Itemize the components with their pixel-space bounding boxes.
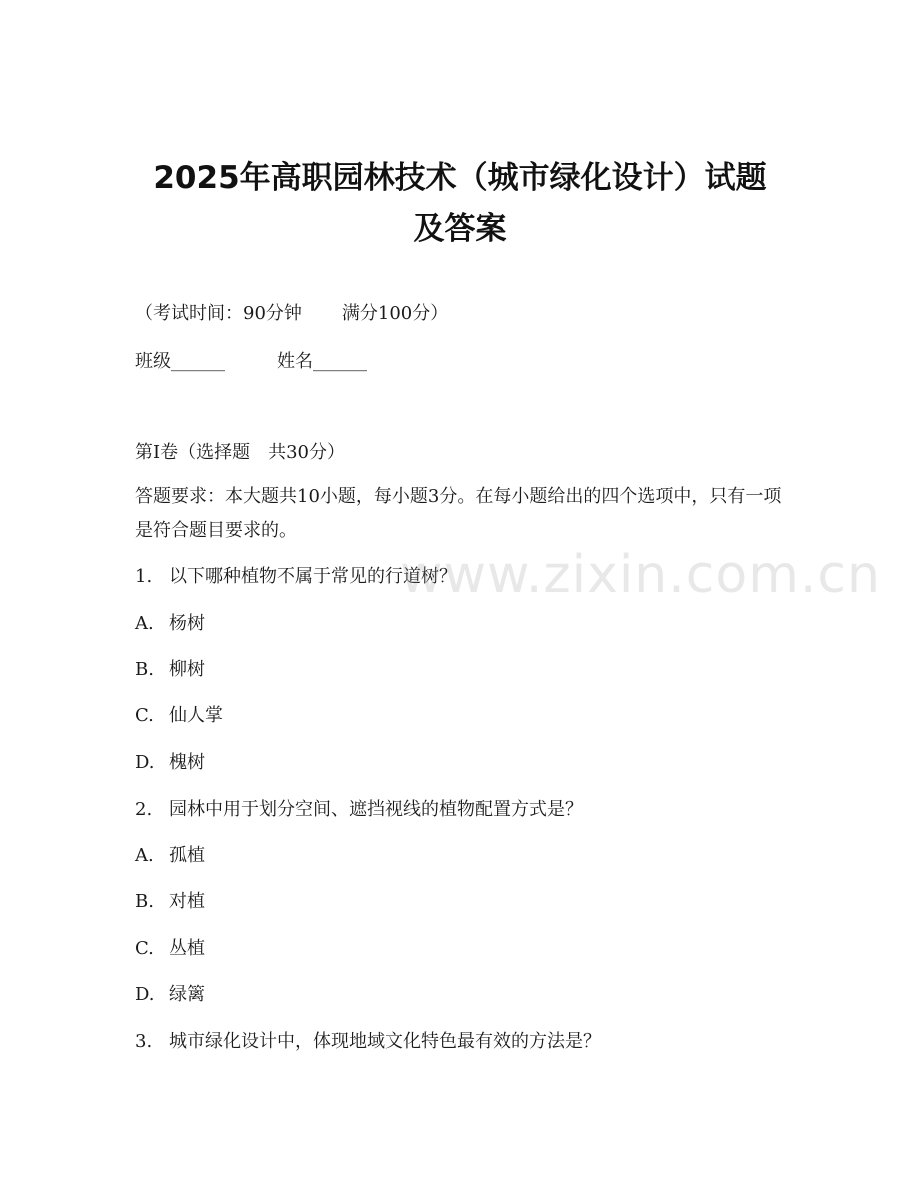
question-1-option-d bbox=[135, 751, 205, 775]
option-text: 丛植 bbox=[169, 938, 205, 959]
document-title-line-1: 2025年高职园林技术（城市绿化设计）试题 bbox=[153, 160, 767, 196]
option-letter: A. bbox=[135, 613, 154, 634]
class-field: 班级______ bbox=[135, 351, 225, 372]
option-text: 对植 bbox=[169, 891, 205, 912]
question-3 bbox=[135, 1030, 601, 1054]
name-field: 姓名______ bbox=[277, 351, 367, 372]
option-letter: C. bbox=[135, 705, 154, 726]
section-heading: 第Ⅰ卷（选择题 共30分） bbox=[135, 442, 346, 463]
question-text: 城市绿化设计中，体现地域文化特色最有效的方法是？ bbox=[169, 1031, 601, 1052]
question-2 bbox=[135, 798, 583, 822]
option-letter: B. bbox=[135, 659, 154, 680]
option-letter: D. bbox=[135, 984, 155, 1005]
option-text: 杨树 bbox=[169, 613, 205, 634]
option-text: 仙人掌 bbox=[169, 705, 223, 726]
option-text: 孤植 bbox=[169, 845, 205, 866]
question-2-option-c bbox=[135, 937, 205, 961]
student-info bbox=[135, 350, 367, 374]
question-number: 3. bbox=[135, 1031, 153, 1052]
question-number: 2. bbox=[135, 799, 153, 820]
option-text: 槐树 bbox=[169, 752, 205, 773]
question-1-option-a bbox=[135, 612, 205, 636]
question-2-option-d bbox=[135, 983, 205, 1007]
exam-info bbox=[135, 302, 448, 326]
exam-full-score: 满分100分） bbox=[341, 303, 449, 324]
question-text: 园林中用于划分空间、遮挡视线的植物配置方式是？ bbox=[169, 799, 583, 820]
question-2-option-b bbox=[135, 890, 205, 914]
watermark: www.zixin.com.cn bbox=[400, 545, 881, 605]
exam-time: （考试时间：90分钟 bbox=[135, 303, 302, 324]
question-1 bbox=[135, 565, 457, 589]
document-title-line-2: 及答案 bbox=[413, 211, 507, 247]
question-2-option-a bbox=[135, 844, 205, 868]
question-1-option-b bbox=[135, 658, 205, 682]
option-letter: A. bbox=[135, 845, 154, 866]
option-letter: B. bbox=[135, 891, 154, 912]
section-instructions: 答题要求：本大题共10小题，每小题3分。在每小题给出的四个选项中，只有一项是符合题目要求的。 bbox=[135, 486, 782, 541]
option-letter: D. bbox=[135, 752, 155, 773]
question-1-option-c bbox=[135, 704, 223, 728]
option-letter: C. bbox=[135, 938, 154, 959]
question-number: 1. bbox=[135, 566, 153, 587]
question-text: 以下哪种植物不属于常见的行道树？ bbox=[169, 566, 457, 587]
option-text: 绿篱 bbox=[169, 984, 205, 1005]
option-text: 柳树 bbox=[169, 659, 205, 680]
